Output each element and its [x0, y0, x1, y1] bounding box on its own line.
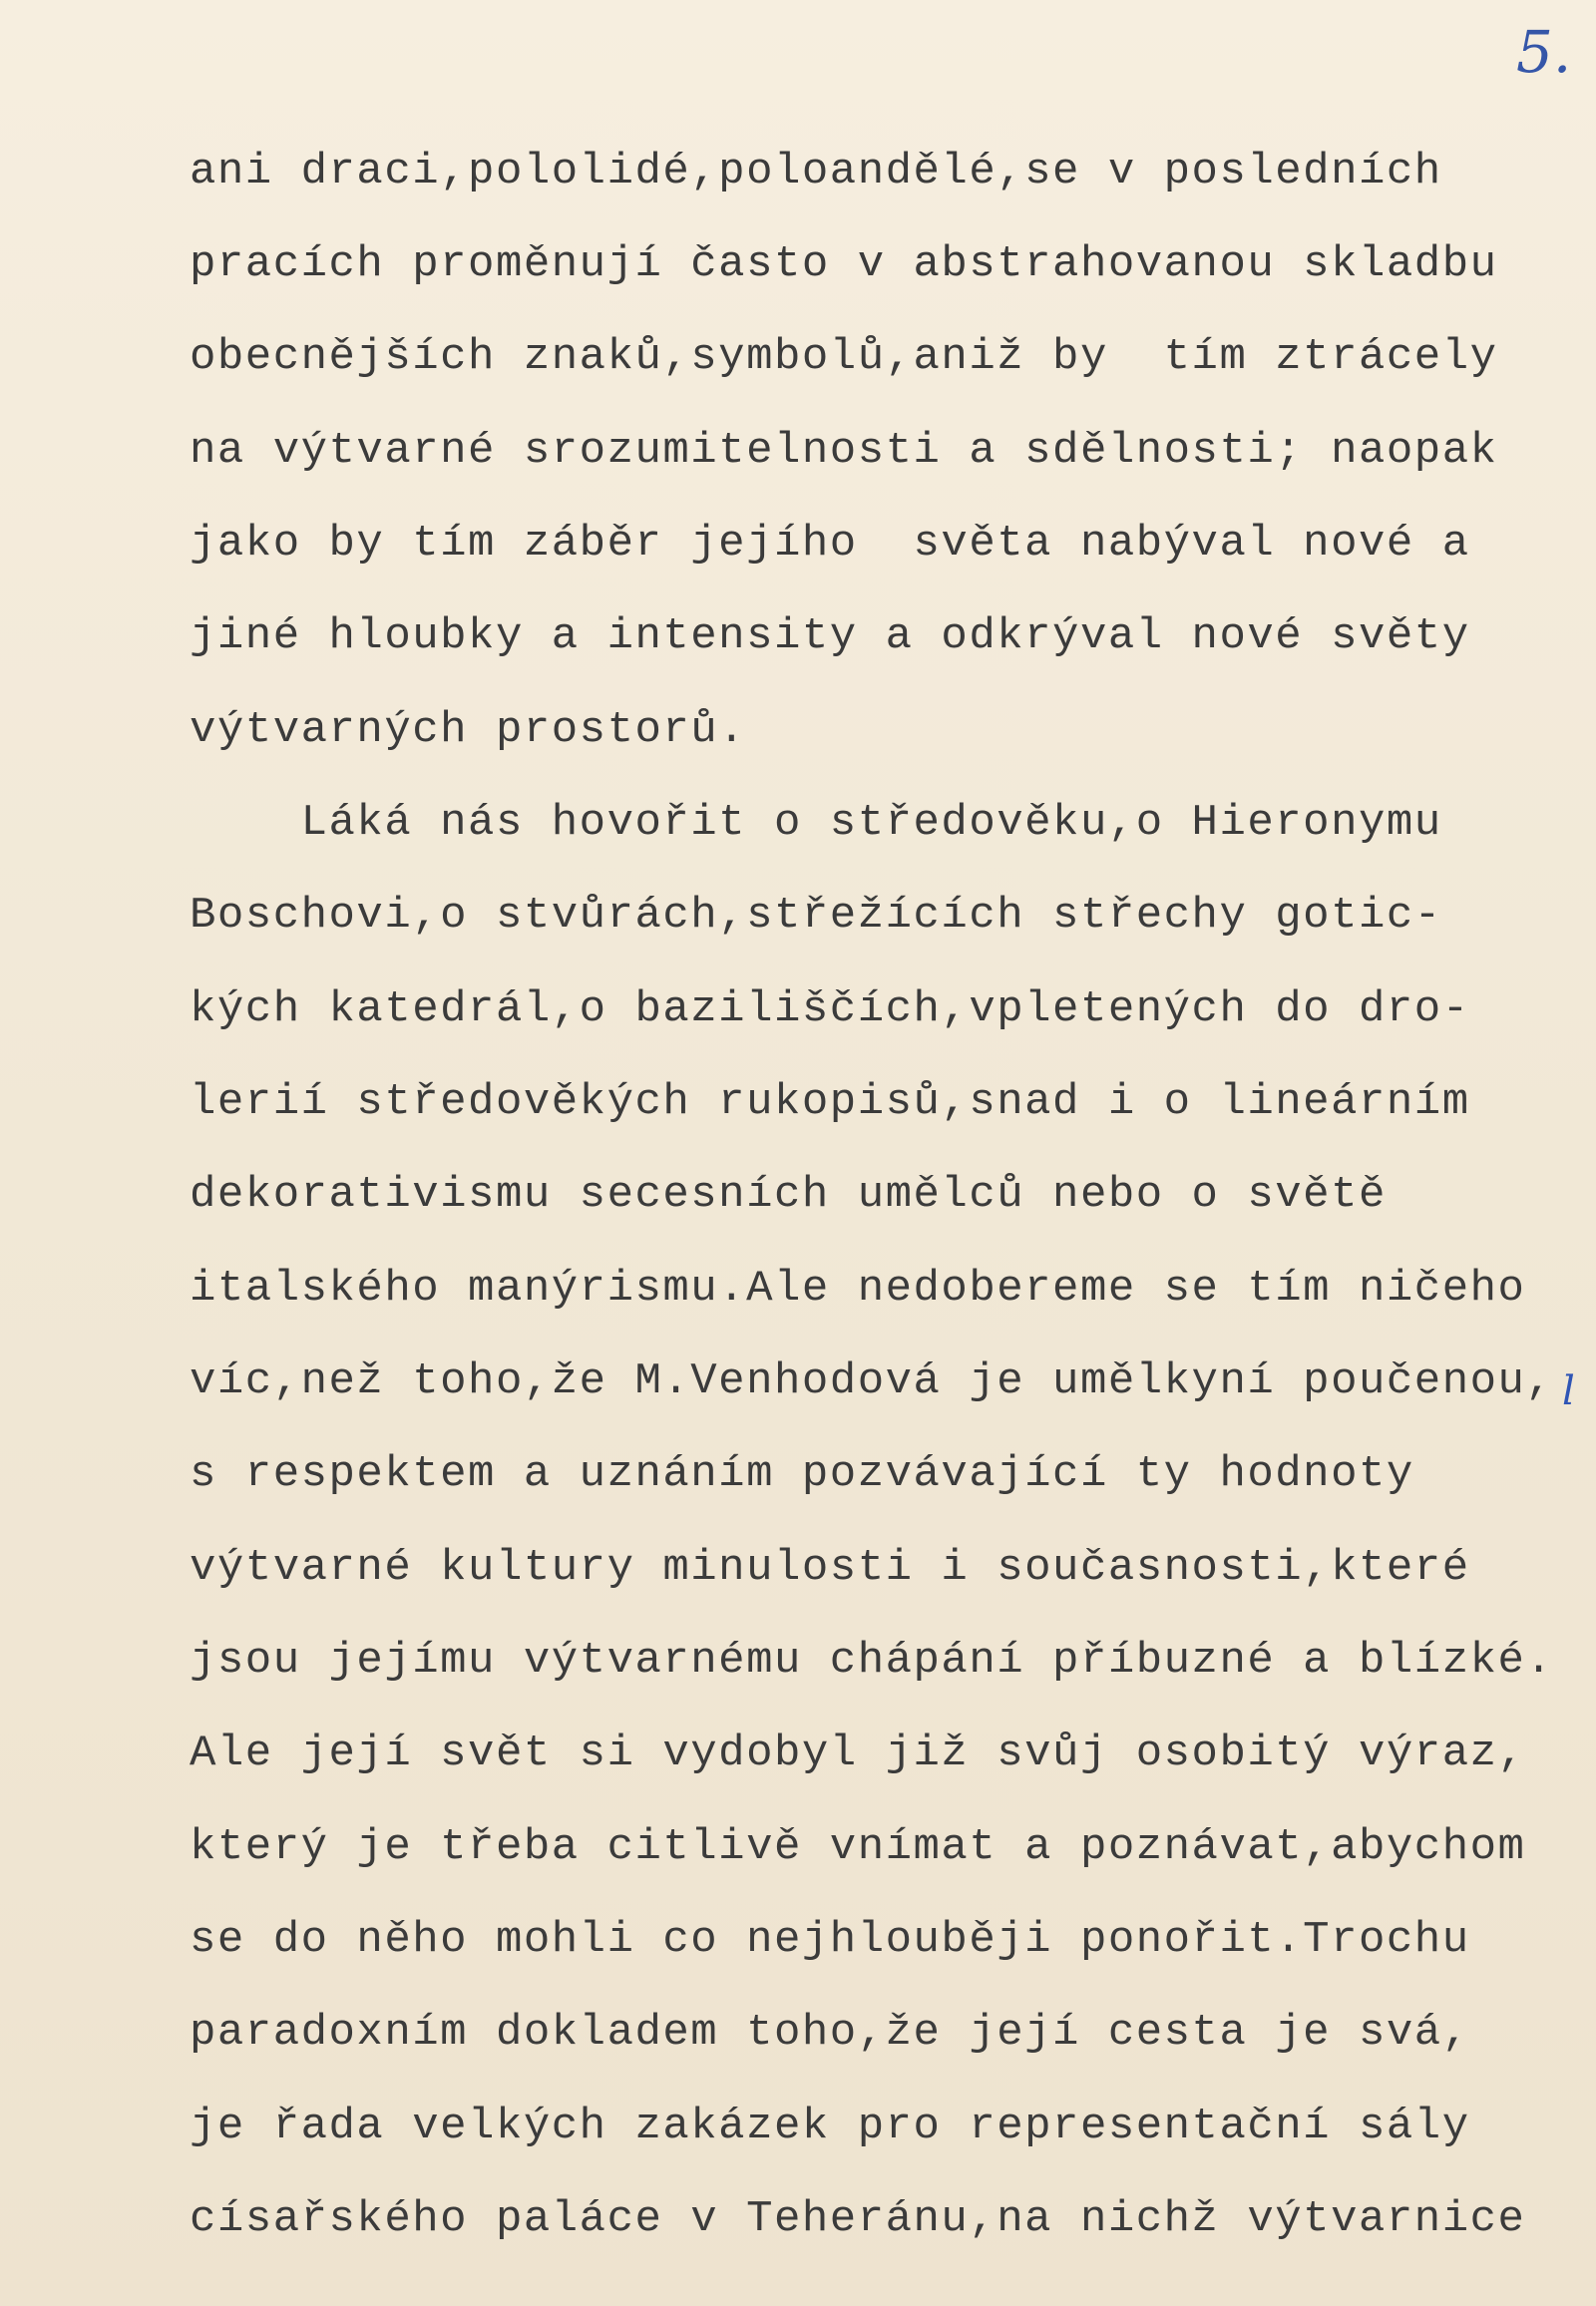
text-line: výtvarné kultury minulosti i současnosti,které: [190, 1543, 1470, 1593]
text-line: dekorativismu secesních umělců nebo o světě: [190, 1170, 1387, 1220]
text-line: italského manýrismu.Ale nedoberemе se tím ničeho: [190, 1264, 1526, 1314]
text-line: Boschovi,o stvůrách,střežících střechy gotic-: [190, 891, 1442, 941]
text-line: je řada velkých zakázek pro representační sály: [190, 2102, 1470, 2151]
text-line: lerií středověkých rukopisů,snad i o lineárním: [190, 1077, 1470, 1127]
text-line: jsou jejímu výtvarnému chápání příbuzné a blízké.: [190, 1636, 1554, 1686]
text-line: na výtvarné srozumitelnosti a sdělnosti; naopak: [190, 426, 1498, 476]
text-line: Láká nás hovořit o středověku,o Hieronymu: [190, 798, 1442, 848]
text-line: výtvarných prostorů.: [190, 705, 747, 755]
text-line: Ale její svět si vydobyl již svůj osobitý výraz,: [190, 1729, 1526, 1778]
text-line: víc,než toho,že M.Venhodová je umělkyní poučenou,: [190, 1356, 1554, 1406]
text-line: paradoxním dokladem toho,že její cesta je svá,: [190, 2008, 1470, 2058]
handwritten-margin-correction: l: [1562, 1368, 1575, 1414]
text-line: se do něho mohli co nejhlouběji ponořit.Trochu: [190, 1915, 1470, 1965]
text-line: pracích proměnují často v abstrahovanou skladbu: [190, 239, 1498, 289]
text-line: jiné hloubky a intensity a odkrýval nové světy: [190, 611, 1470, 661]
text-line: císařského paláce v Teheránu,na nichž výtvarnice: [190, 2194, 1526, 2244]
text-line: ani draci,pololidé,poloandělé,se v posledních: [190, 147, 1442, 196]
page-number: 5.: [1516, 18, 1572, 86]
text-line: obecnějších znaků,symbolů,aniž by tím ztrácely: [190, 332, 1498, 382]
text-line: který je třeba citlivě vnímat a poznávat,abychom: [190, 1822, 1526, 1872]
text-line: kých katedrál,o baziliščích,vpletených do dro-: [190, 984, 1470, 1034]
text-line: jako by tím záběr jejího světa nabýval nové a: [190, 519, 1470, 569]
text-line: s respektem a uznáním pozvávající ty hodnoty: [190, 1449, 1414, 1499]
